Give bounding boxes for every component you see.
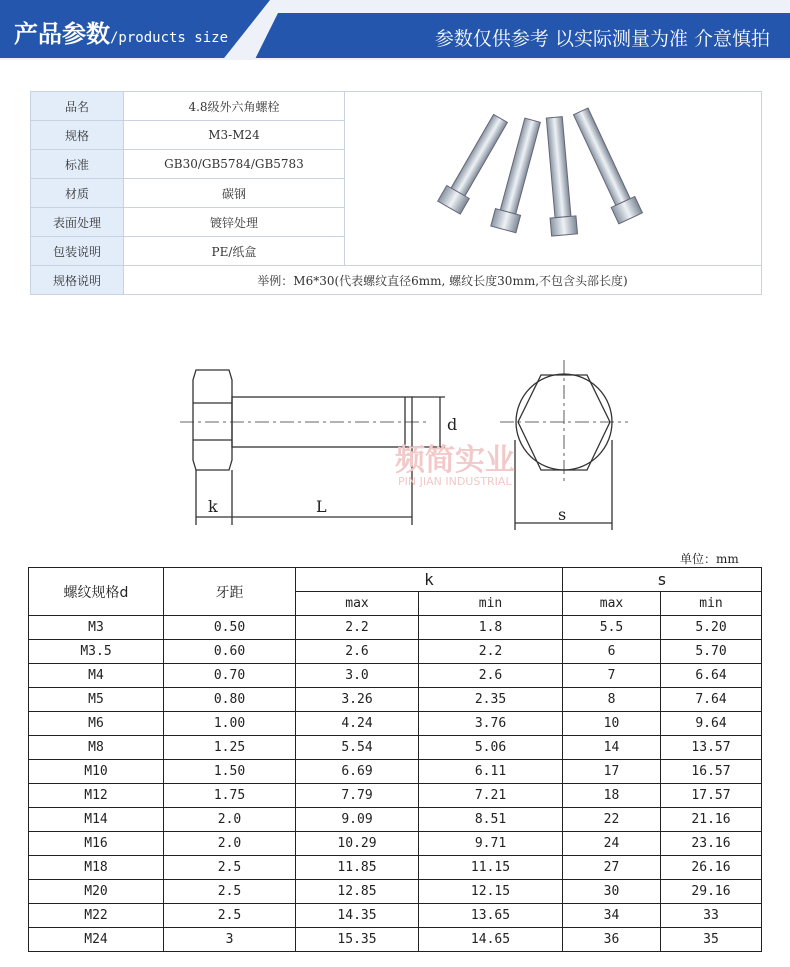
- table-cell: 0.80: [164, 688, 296, 712]
- table-cell: 2.6: [419, 664, 563, 688]
- header-k-min: min: [419, 592, 563, 616]
- table-row: [29, 664, 762, 688]
- table-cell: 13.65: [419, 904, 563, 928]
- table-cell: 14.35: [296, 904, 419, 928]
- table-cell: 26.16: [661, 856, 762, 880]
- table-cell: 22: [563, 808, 661, 832]
- table-row: [29, 760, 762, 784]
- table-cell: M18: [29, 856, 164, 880]
- info-label: 材质: [31, 179, 124, 208]
- info-label: 包装说明: [31, 237, 124, 266]
- table-cell: 3.76: [419, 712, 563, 736]
- header-s-max: max: [563, 592, 661, 616]
- unit-label: 单位：mm: [680, 552, 739, 566]
- table-cell: 2.5: [164, 880, 296, 904]
- table-cell: 16.57: [661, 760, 762, 784]
- table-cell: M24: [29, 928, 164, 952]
- header-spec: 螺纹规格d: [29, 568, 164, 616]
- table-cell: 17.57: [661, 784, 762, 808]
- table-cell: 1.00: [164, 712, 296, 736]
- header-s: s: [563, 568, 762, 592]
- table-cell: 9.71: [419, 832, 563, 856]
- header-s-min: min: [661, 592, 762, 616]
- table-cell: M14: [29, 808, 164, 832]
- table-cell: 12.85: [296, 880, 419, 904]
- info-label: 表面处理: [31, 208, 124, 237]
- bolt-head-side: [193, 370, 232, 470]
- info-value: GB30/GB5784/GB5783: [124, 150, 345, 179]
- table-cell: 6.64: [661, 664, 762, 688]
- table-cell: M4: [29, 664, 164, 688]
- table-cell: 14: [563, 736, 661, 760]
- label-L: L: [316, 497, 327, 516]
- table-row: [29, 808, 762, 832]
- info-label: 品名: [31, 92, 124, 121]
- bolt-dimension-diagram: [0, 340, 790, 540]
- table-cell: M5: [29, 688, 164, 712]
- table-cell: 18: [563, 784, 661, 808]
- bolts-image: [348, 92, 758, 262]
- table-cell: 14.65: [419, 928, 563, 952]
- table-cell: 36: [563, 928, 661, 952]
- table-cell: 2.5: [164, 904, 296, 928]
- header-k: k: [296, 568, 563, 592]
- info-label: 规格说明: [31, 266, 124, 295]
- table-cell: 2.35: [419, 688, 563, 712]
- table-row: [29, 616, 762, 640]
- label-d: d: [447, 415, 458, 434]
- table-cell: M3.5: [29, 640, 164, 664]
- spec-table: [28, 567, 762, 952]
- table-cell: 15.35: [296, 928, 419, 952]
- table-cell: 7.64: [661, 688, 762, 712]
- table-row: [29, 736, 762, 760]
- table-cell: 34: [563, 904, 661, 928]
- table-cell: 1.75: [164, 784, 296, 808]
- table-cell: 6.69: [296, 760, 419, 784]
- info-value: M3-M24: [124, 121, 345, 150]
- info-value: 碳钢: [124, 179, 345, 208]
- table-cell: 4.24: [296, 712, 419, 736]
- table-cell: 21.16: [661, 808, 762, 832]
- product-photo: [345, 92, 762, 266]
- table-cell: 0.70: [164, 664, 296, 688]
- table-cell: 27: [563, 856, 661, 880]
- table-cell: 2.6: [296, 640, 419, 664]
- watermark-en: PIN JIAN INDUSTRIAL: [398, 475, 512, 488]
- table-cell: 33: [661, 904, 762, 928]
- watermark: 频简实业: [395, 443, 515, 478]
- table-cell: 11.15: [419, 856, 563, 880]
- table-cell: 7.21: [419, 784, 563, 808]
- table-cell: 29.16: [661, 880, 762, 904]
- label-k: k: [208, 497, 218, 516]
- info-value: 举例：M6*30(代表螺纹直径6mm, 螺纹长度30mm,不包含头部长度): [124, 266, 762, 295]
- table-cell: 5.70: [661, 640, 762, 664]
- table-cell: 12.15: [419, 880, 563, 904]
- table-cell: 9.64: [661, 712, 762, 736]
- table-cell: 35: [661, 928, 762, 952]
- table-row: [29, 640, 762, 664]
- table-cell: 3.0: [296, 664, 419, 688]
- label-s: s: [558, 505, 567, 524]
- title-en: /products size: [110, 30, 229, 46]
- table-cell: 0.50: [164, 616, 296, 640]
- table-cell: 7: [563, 664, 661, 688]
- table-cell: 5.06: [419, 736, 563, 760]
- table-cell: M6: [29, 712, 164, 736]
- table-cell: 1.25: [164, 736, 296, 760]
- table-cell: M20: [29, 880, 164, 904]
- header-pitch: 牙距: [164, 568, 296, 616]
- table-cell: 2.2: [419, 640, 563, 664]
- table-cell: 8.51: [419, 808, 563, 832]
- table-cell: M8: [29, 736, 164, 760]
- table-cell: 11.85: [296, 856, 419, 880]
- table-row: [29, 856, 762, 880]
- table-cell: 2.0: [164, 832, 296, 856]
- header-title: [14, 14, 228, 49]
- table-cell: 30: [563, 880, 661, 904]
- table-cell: M22: [29, 904, 164, 928]
- info-value: 4.8级外六角螺栓: [124, 92, 345, 121]
- table-row: [29, 904, 762, 928]
- table-cell: 9.09: [296, 808, 419, 832]
- table-cell: 8: [563, 688, 661, 712]
- table-cell: 5.5: [563, 616, 661, 640]
- table-cell: 3.26: [296, 688, 419, 712]
- info-value: 镀锌处理: [124, 208, 345, 237]
- table-row: [29, 688, 762, 712]
- table-cell: 17: [563, 760, 661, 784]
- table-cell: 6: [563, 640, 661, 664]
- table-row: [29, 784, 762, 808]
- table-cell: 2.0: [164, 808, 296, 832]
- table-cell: 5.54: [296, 736, 419, 760]
- header-note: 参数仅供参考 以实际测量为准 介意慎拍: [434, 28, 770, 50]
- table-cell: 2.2: [296, 616, 419, 640]
- table-cell: 24: [563, 832, 661, 856]
- table-row: [29, 928, 762, 952]
- table-cell: 3: [164, 928, 296, 952]
- info-value: PE/纸盒: [124, 237, 345, 266]
- header-k-max: max: [296, 592, 419, 616]
- table-row: [29, 712, 762, 736]
- table-cell: 1.8: [419, 616, 563, 640]
- table-row: [29, 880, 762, 904]
- table-row: [29, 832, 762, 856]
- table-cell: 6.11: [419, 760, 563, 784]
- info-label: 标准: [31, 150, 124, 179]
- title-cn: 产品参数: [14, 20, 110, 48]
- table-cell: M10: [29, 760, 164, 784]
- table-cell: M12: [29, 784, 164, 808]
- table-cell: 0.60: [164, 640, 296, 664]
- table-cell: 23.16: [661, 832, 762, 856]
- table-cell: 13.57: [661, 736, 762, 760]
- table-cell: M16: [29, 832, 164, 856]
- table-cell: 1.50: [164, 760, 296, 784]
- product-info-table: [30, 91, 762, 295]
- table-cell: 10: [563, 712, 661, 736]
- table-cell: M3: [29, 616, 164, 640]
- table-cell: 10.29: [296, 832, 419, 856]
- table-cell: 2.5: [164, 856, 296, 880]
- table-cell: 5.20: [661, 616, 762, 640]
- info-label: 规格: [31, 121, 124, 150]
- table-cell: 7.79: [296, 784, 419, 808]
